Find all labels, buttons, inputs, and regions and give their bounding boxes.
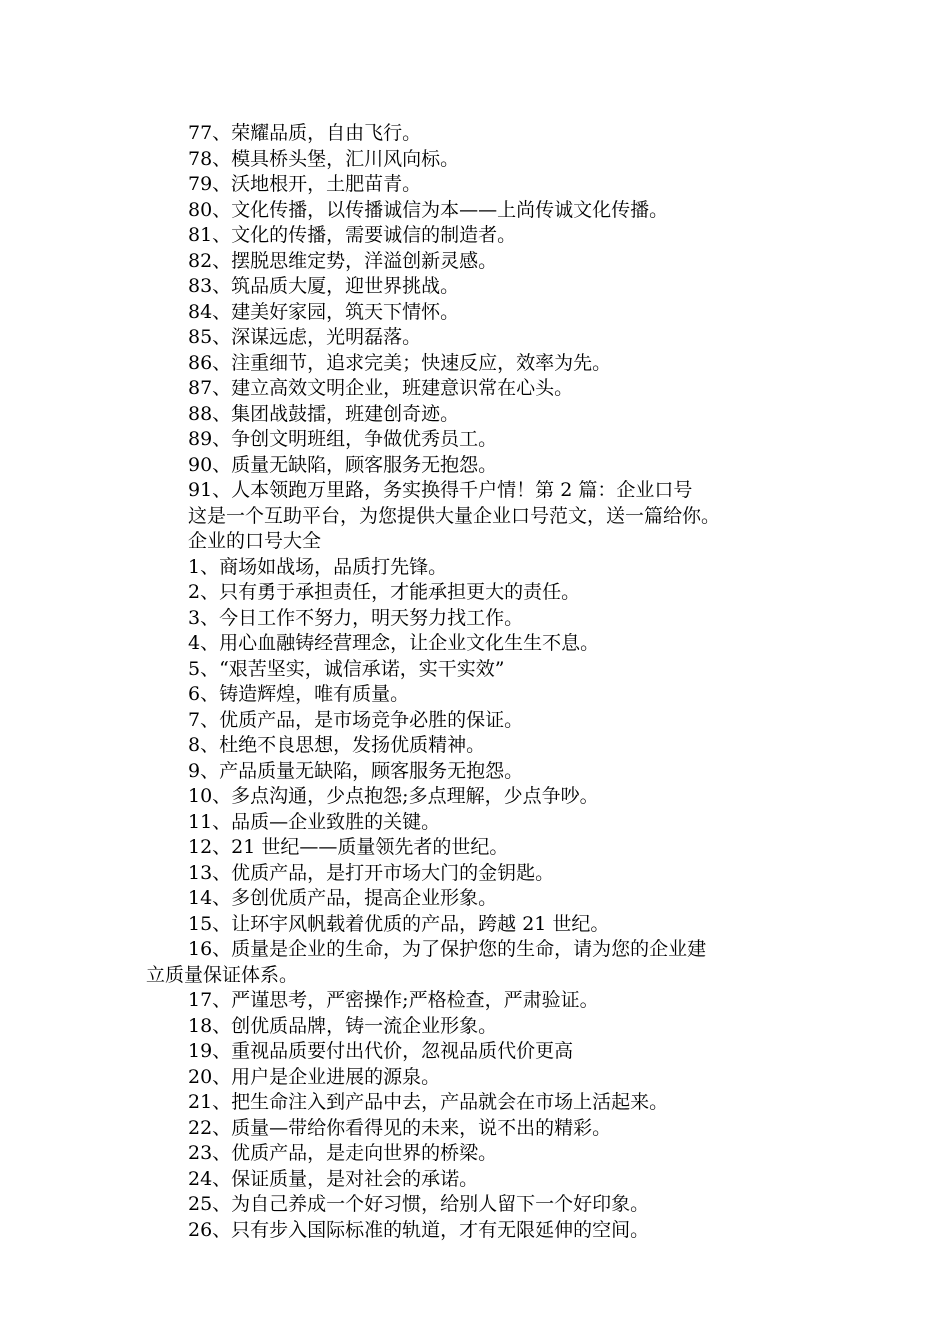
text-line: 90、质量无缺陷，顾客服务无抱怨。: [188, 453, 498, 476]
text-line: 立质量保证体系。: [146, 963, 299, 986]
text-line: 6、铸造辉煌，唯有质量。: [188, 683, 410, 705]
text-line: 88、集团战鼓擂，班建创奇迹。: [188, 402, 460, 425]
text-line: 22、质量—带给你看得见的未来，说不出的精彩。: [188, 1116, 612, 1139]
text-line: 82、摆脱思维定势，洋溢创新灵感。: [188, 249, 498, 272]
text-line: 5、“艰苦坚实，诚信承诺，实干实效”: [188, 657, 505, 680]
text-line: 26、只有步入国际标准的轨道，才有无限延伸的空间。: [188, 1218, 650, 1241]
text-line: 79、沃地根开，土肥苗青。: [188, 173, 422, 195]
text-line: 14、多创优质产品，提高企业形象。: [188, 887, 498, 909]
text-line: 23、优质产品，是走向世界的桥梁。: [188, 1142, 498, 1164]
text-line: 80、文化传播，以传播诚信为本——上尚传诚文化传播。: [188, 198, 669, 221]
text-line: 87、建立高效文明企业，班建意识常在心头。: [188, 377, 574, 399]
text-line: 9、产品质量无缺陷，顾客服务无抱怨。: [188, 759, 524, 782]
text-line: 企业的口号大全: [188, 530, 322, 552]
text-line: 83、筑品质大厦，迎世界挑战。: [188, 275, 460, 297]
text-line: 10、多点沟通，少点抱怨;多点理解，少点争吵。: [188, 785, 599, 807]
text-line: 7、优质产品，是市场竞争必胜的保证。: [188, 708, 524, 731]
text-line: 这是一个互助平台，为您提供大量企业口号范文，送一篇给你。: [188, 504, 721, 527]
text-line: 25、为自己养成一个好习惯，给别人留下一个好印象。: [188, 1193, 650, 1215]
text-line: 8、杜绝不良思想，发扬优质精神。: [188, 734, 486, 756]
text-line: 12、21 世纪——质量领先者的世纪。: [188, 836, 509, 858]
text-line: 84、建美好家园，筑天下情怀。: [188, 300, 460, 323]
text-line: 89、争创文明班组，争做优秀员工。: [188, 428, 498, 450]
document-body: [146, 121, 826, 1243]
text-line: 4、用心血融铸经营理念，让企业文化生生不息。: [188, 632, 600, 654]
text-line: 19、重视品质要付出代价，忽视品质代价更高: [188, 1040, 574, 1062]
text-line: 24、保证质量，是对社会的承诺。: [188, 1167, 479, 1190]
text-line: 3、今日工作不努力，明天努力找工作。: [188, 606, 524, 629]
text-line: 78、模具桥头堡，汇川风向标。: [188, 147, 460, 170]
text-line: 91、人本领跑万里路，务实换得千户情！第 2 篇：企业口号: [188, 479, 693, 501]
text-line: 11、品质—企业致胜的关键。: [188, 810, 441, 833]
text-line: 17、严谨思考，严密操作;严格检查，严肃验证。: [188, 989, 599, 1011]
text-line: 21、把生命注入到产品中去，产品就会在市场上活起来。: [188, 1091, 669, 1113]
text-line: 77、荣耀品质，自由飞行。: [188, 122, 422, 144]
text-line: 20、用户是企业进展的源泉。: [188, 1065, 441, 1088]
text-line: 2、只有勇于承担责任，才能承担更大的责任。: [188, 581, 581, 603]
text-line: 81、文化的传播，需要诚信的制造者。: [188, 224, 517, 246]
text-line: 1、商场如战场，品质打先锋。: [188, 555, 448, 578]
text-line: 16、质量是企业的生命，为了保护您的生命，请为您的企业建: [188, 938, 707, 960]
text-line: 86、注重细节，追求完美；快速反应，效率为先。: [188, 351, 612, 374]
text-line: 15、让环宇风帆载着优质的产品，跨越 21 世纪。: [188, 912, 610, 935]
text-line: 85、深谋远虑，光明磊落。: [188, 326, 422, 348]
text-line: 13、优质产品，是打开市场大门的金钥匙。: [188, 861, 555, 884]
text-line: 18、创优质品牌，铸一流企业形象。: [188, 1014, 498, 1037]
